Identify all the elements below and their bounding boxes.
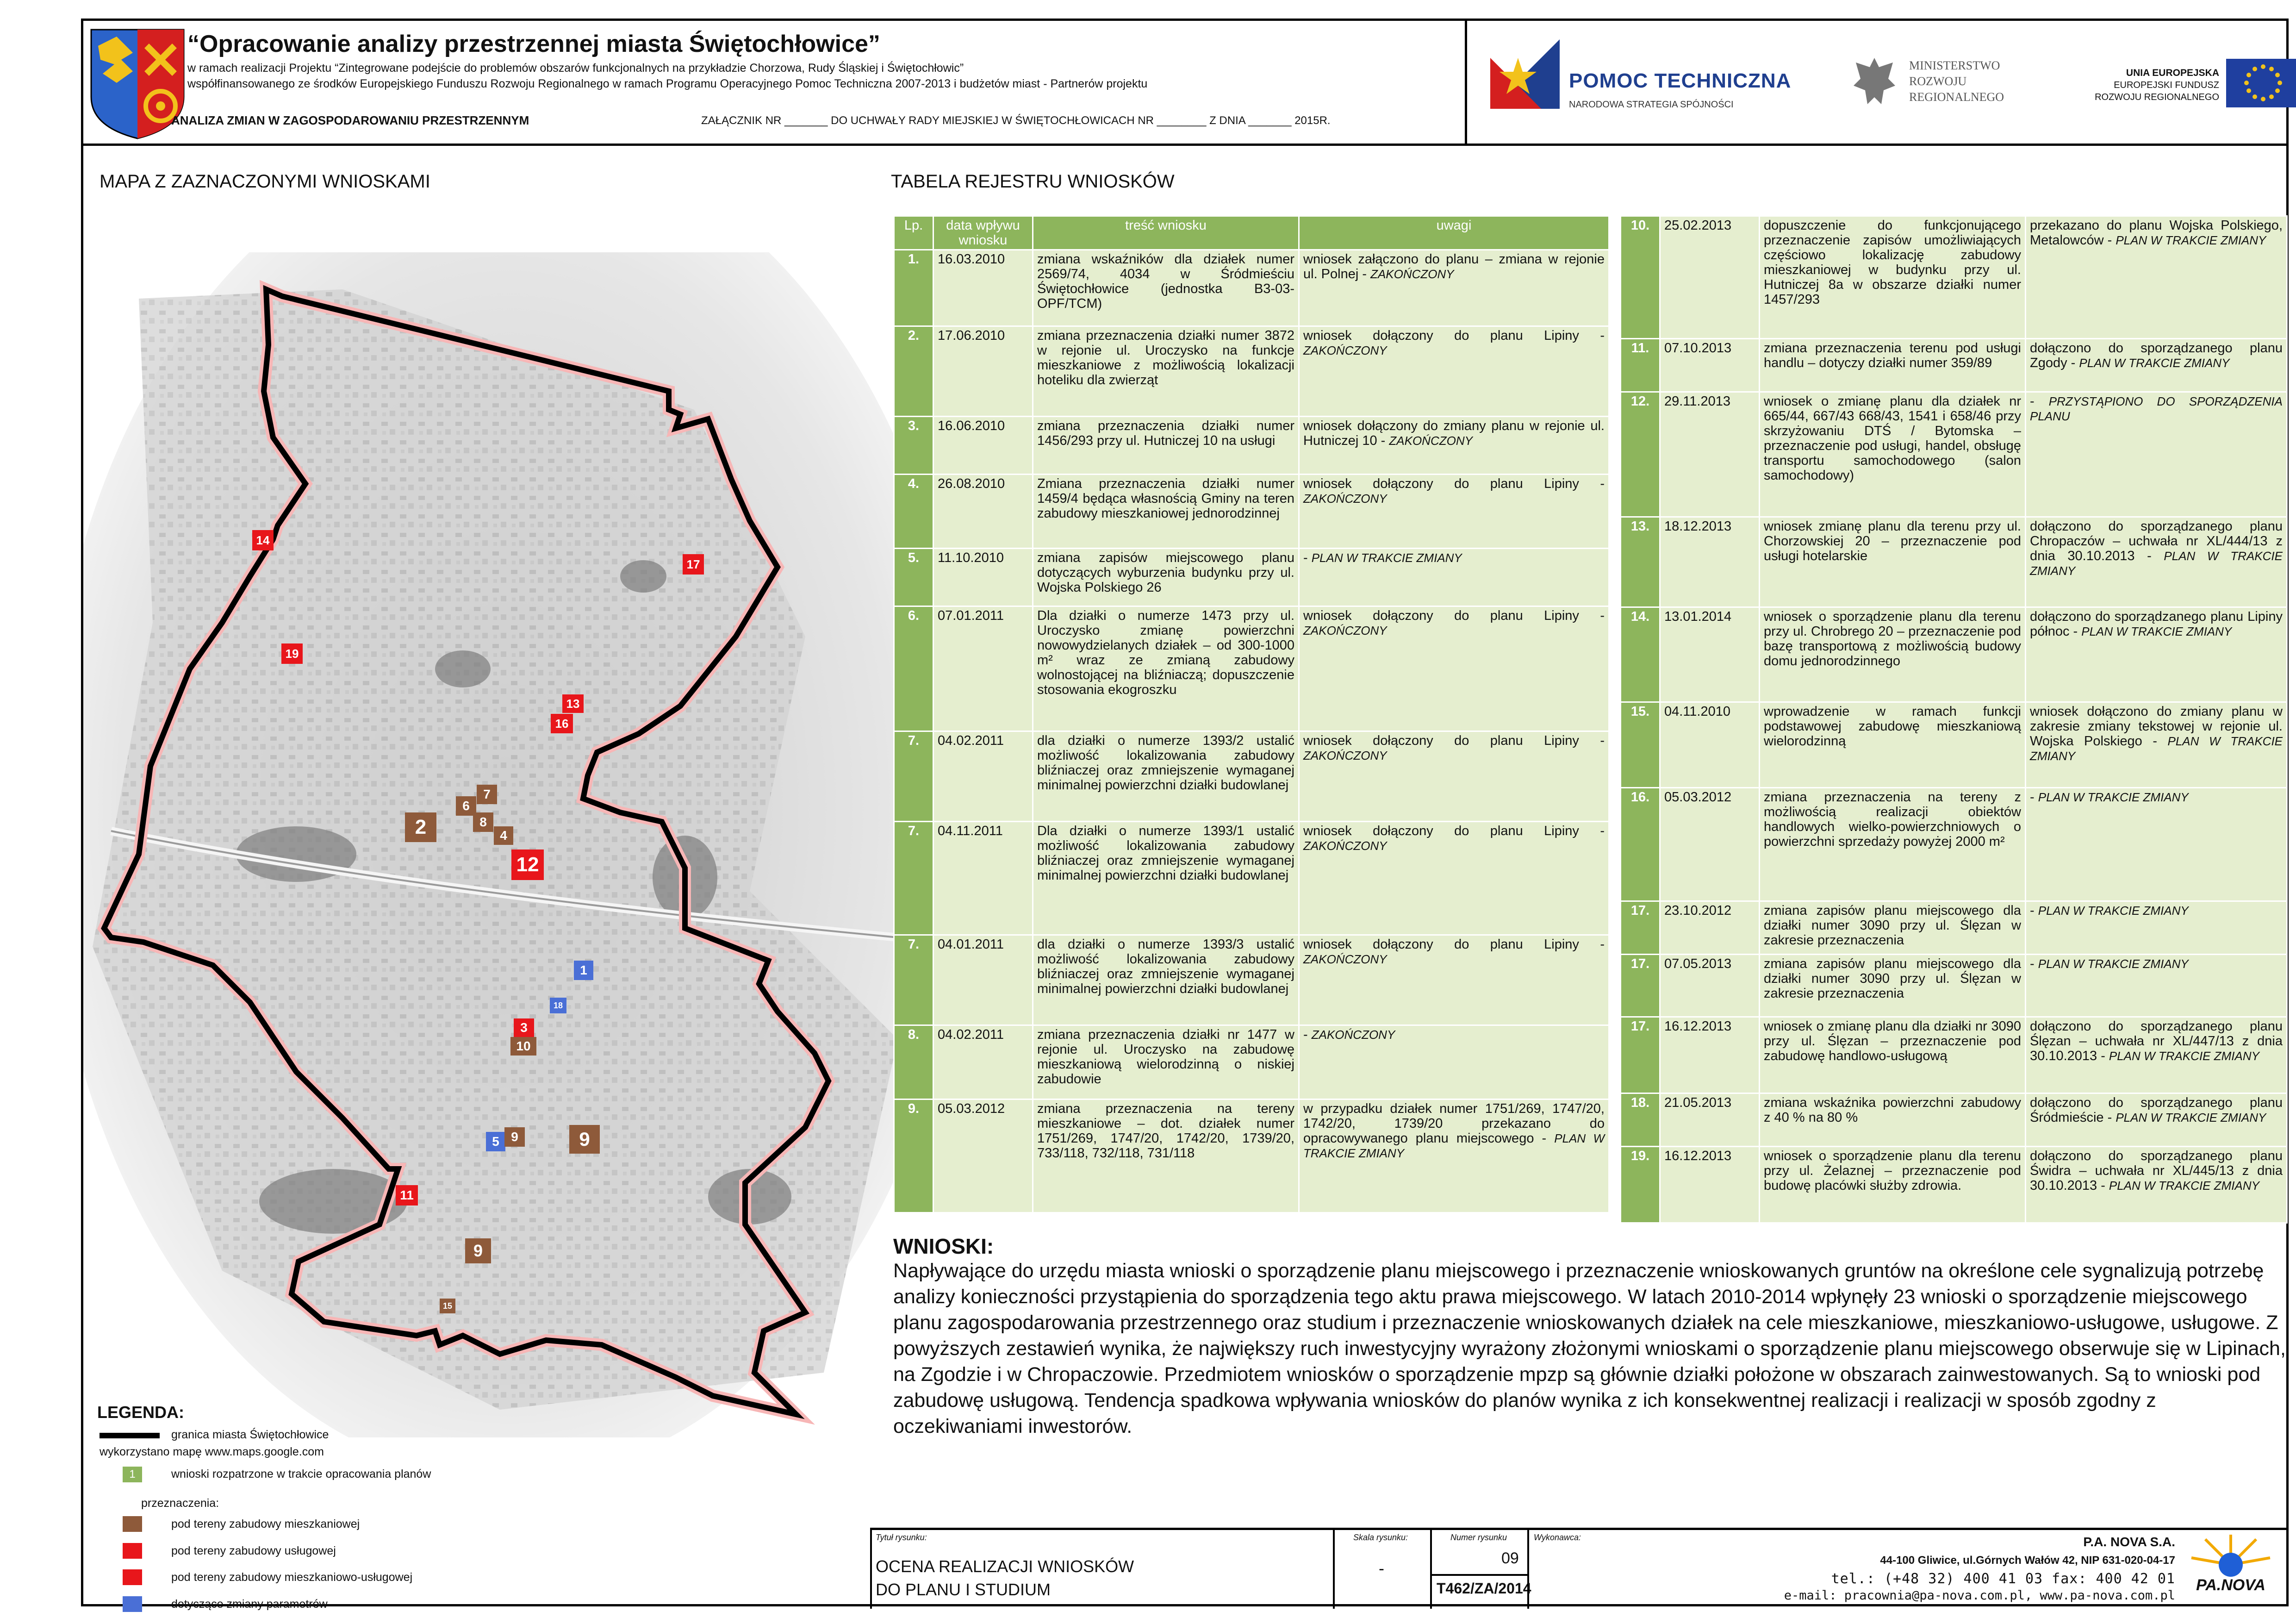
row-date: 07.05.2013 (1660, 955, 1760, 1017)
drawing-sheet (81, 19, 2289, 1611)
map-base (83, 252, 935, 1437)
table-row (1621, 216, 2287, 339)
row-date: 07.01.2011 (933, 606, 1033, 731)
row-note-text: wniosek dołączony do zmiany planu w rejonie ul. Hutniczej 10 - (1303, 418, 1605, 448)
stamp-number-cell (1430, 1530, 1531, 1609)
legend-boundary-line (100, 1433, 160, 1438)
row-lp: 6. (894, 606, 933, 731)
row-status: ZAKOŃCZONY (1303, 952, 1387, 966)
legend-examined-label: wnioski rozpatrzone w trakcie opracowania planów (171, 1468, 431, 1480)
row-status: PLAN W TRAKCIE ZMIANY (2116, 1111, 2266, 1124)
polish-eagle-icon (1851, 53, 1898, 109)
row-content: zmiana przeznaczenia działki numer 3872 w rejonie ul. Uroczysko na funkcje mieszkaniowe z możliwością lokalizacji hoteliku dla zwierząt (1033, 326, 1299, 417)
row-note (2026, 339, 2287, 392)
row-note-text: - (2030, 790, 2035, 805)
title-block (870, 1528, 2289, 1606)
register-table-right (1620, 215, 2288, 1224)
row-lp: 12. (1621, 392, 1660, 517)
stamp-code: T462/ZA/2014 (1437, 1580, 1531, 1597)
legend-boundary-label: granica miasta Świętochłowice (171, 1428, 329, 1441)
row-note (2026, 607, 2287, 702)
row-note (1299, 935, 1609, 1025)
map-marker[interactable]: 16 (551, 714, 573, 733)
header-divider (1465, 21, 1467, 144)
row-note-text: wniosek dołączony do planu Lipiny - (1303, 824, 1605, 838)
register-table-left (893, 215, 1610, 1213)
row-note (1299, 549, 1609, 606)
row-lp: 17. (1621, 901, 1660, 955)
table-row (894, 935, 1609, 1025)
row-note (2026, 955, 2287, 1017)
table-row (894, 549, 1609, 606)
map-marker[interactable]: 6 (456, 796, 476, 816)
pomoc-techniczna-logo-icon (1490, 39, 1560, 109)
row-date: 29.11.2013 (1660, 392, 1760, 517)
row-status: ZAKOŃCZONY (1311, 1028, 1395, 1042)
legend-service-box (123, 1543, 142, 1559)
row-lp: 16. (1621, 788, 1660, 901)
table-row (1621, 1017, 2287, 1093)
row-date: 16.12.2013 (1660, 1147, 1760, 1223)
map-marker[interactable]: 1 (574, 961, 593, 980)
annex-line: ZAŁĄCZNIK NR _______ DO UCHWAŁY RADY MIEJSKIEJ W ŚWIĘTOCHŁOWICACH NR ________ Z DNIA _______ 2015R. (701, 114, 1331, 127)
row-status: PLAN W TRAKCIE ZMIANY (2081, 625, 2232, 638)
row-content: wniosek o sporządzenie planu dla terenu przy ul. Żelaznej – przeznaczenie pod budowę placówki służby zdrowia. (1760, 1147, 2026, 1223)
row-note (2026, 216, 2287, 339)
row-date: 25.02.2013 (1660, 216, 1760, 339)
row-lp: 8. (894, 1025, 933, 1099)
row-lp: 10. (1621, 216, 1660, 339)
table-header-row (894, 216, 1609, 250)
legend-params-label: dotyczące zmiany parametrów (171, 1598, 328, 1611)
stamp-scale-label: Skala rysunku: (1353, 1533, 1408, 1542)
row-note-text: wniosek załączono do planu – zmiana w rejonie ul. Polnej - (1303, 252, 1605, 281)
table-row (1621, 788, 2287, 901)
map-marker[interactable]: 8 (473, 812, 493, 832)
row-content: zmiana wskaźnika powierzchni zabudowy z 40 % na 80 % (1760, 1093, 2026, 1147)
row-status: PLAN W TRAKCIE ZMIANY (2109, 1049, 2259, 1063)
row-note-text: - (1303, 1027, 1308, 1042)
row-status: PRZYSTĄPIONO DO SPORZĄDZENIA PLANU (2030, 394, 2283, 423)
row-note (1299, 417, 1609, 475)
row-date: 16.03.2010 (933, 250, 1033, 326)
row-date: 04.11.2011 (933, 822, 1033, 935)
legend-params-box (123, 1596, 142, 1612)
row-content: dla działki o numerze 1393/3 ustalić możliwość lokalizowania zabudowy bliźniaczej oraz zmniejszenie wymaganej minimalnej powierzchni działki budowlanej (1033, 935, 1299, 1025)
ministry-text: MINISTERSTWO ROZWOJU REGIONALNEGO (1909, 59, 2004, 104)
row-status: PLAN W TRAKCIE ZMIANY (2079, 356, 2230, 370)
map-marker[interactable]: 17 (683, 554, 704, 575)
legend-residential-box (123, 1516, 142, 1532)
row-lp: 11. (1621, 339, 1660, 392)
row-content: zmiana zapisów planu miejscowego dla działki numer 3090 przy ul. Ślęzan w zakresie przeznaczenia (1760, 955, 2026, 1017)
row-note-text: dołączono do sporządzanego planu Świdra – uchwała nr XL/445/13 z dnia 30.10.2013 - (2030, 1149, 2283, 1193)
table-row (1621, 1147, 2287, 1223)
row-note-text: wniosek dołączony do planu Lipiny - (1303, 328, 1605, 343)
row-note (2026, 392, 2287, 517)
map-marker[interactable]: 5 (486, 1132, 505, 1151)
row-status: ZAKOŃCZONY (1303, 624, 1387, 637)
row-date: 05.03.2012 (933, 1099, 1033, 1213)
row-note-text: - (2030, 903, 2035, 918)
stamp-email: e-mail: pracownia@pa-nova.com.pl, www.pa-nova.com.pl (1784, 1588, 2175, 1603)
stamp-address: 44-100 Gliwice, ul.Górnych Wałów 42, NIP 631-020-04-17 (1880, 1554, 2175, 1567)
row-note-text: wniosek dołączony do planu Lipiny - (1303, 937, 1605, 952)
row-content: Dla działki o numerze 1473 przy ul. Uroczysko zmianę powierzchni nowowydzielanych działek – od 300-1000 m² wraz ze zmianą zabudowy wolnostojącej na bliźniaczą; dopuszczenie stosowania ekogroszku (1033, 606, 1299, 731)
row-content: zmiana zapisów planu miejscowego dla działki numer 3090 przy ul. Ślęzan w zakresie przeznaczenia (1760, 901, 2026, 955)
row-lp: 17. (1621, 1017, 1660, 1093)
row-date: 13.01.2014 (1660, 607, 1760, 702)
row-content: wniosek o zmianę planu dla działek nr 665/44, 667/43 668/43, 1541 i 658/46 przy skrzyżowaniu DTŚ / Bytomska – przeznaczenie pod usługi, handel, obsługę transportu samochodowego (salon samochodowy) (1760, 392, 2026, 517)
map-marker[interactable]: 10 (510, 1037, 536, 1056)
row-content: zmiana przeznaczenia terenu pod usługi handlu – dotyczy działki numer 359/89 (1760, 339, 2026, 392)
row-status: ZAKOŃCZONY (1303, 839, 1387, 853)
table-row (894, 606, 1609, 731)
legend-mixed-box (123, 1569, 142, 1585)
eu-text: UNIA EUROPEJSKA EUROPEJSKI FUNDUSZ ROZWOJU REGIONALNEGO (2095, 68, 2219, 102)
stamp-title-line-1: OCENA REALIZACJI WNIOSKÓW (876, 1557, 1134, 1576)
stamp-number-value: 09 (1501, 1549, 1519, 1567)
row-note (2026, 788, 2287, 901)
row-content: zmiana zapisów miejscowego planu dotyczących wyburzenia budynku przy ul. Wojska Polskiego 26 (1033, 549, 1299, 606)
header-lp: Lp. (894, 216, 933, 250)
row-note-text: w przypadku działek numer 1751/269, 1747/20, 1742/20, 1739/20 przekazano do opracowywanego planu miejscowego - (1303, 1101, 1605, 1146)
row-status: PLAN W TRAKCIE ZMIANY (1303, 1131, 1605, 1160)
row-note-text: wniosek dołączony do planu Lipiny - (1303, 608, 1605, 623)
row-note (1299, 475, 1609, 549)
row-note-text: - (2030, 956, 2035, 971)
row-date: 26.08.2010 (933, 475, 1033, 549)
map-marker[interactable]: 9 (465, 1238, 491, 1263)
row-date: 04.11.2010 (1660, 702, 1760, 788)
row-date: 11.10.2010 (933, 549, 1033, 606)
row-content: zmiana przeznaczenia na tereny z możliwością realizacji obiektów handlowych wielko-powierzchniowych o powierzchni sprzedaży powyżej 2000 m² (1760, 788, 2026, 901)
row-lp: 18. (1621, 1093, 1660, 1147)
row-note (2026, 517, 2287, 607)
row-date: 17.06.2010 (933, 326, 1033, 417)
row-date: 04.02.2011 (933, 1025, 1033, 1099)
row-note (1299, 1025, 1609, 1099)
row-content: dla działki o numerze 1393/2 ustalić możliwość lokalizowania zabudowy bliźniaczej oraz zmniejszenie wymaganej minimalnej powierzchni działki budowlanej (1033, 731, 1299, 822)
row-note (1299, 1099, 1609, 1213)
row-lp: 5. (894, 549, 933, 606)
stamp-title-label: Tytuł rysunku: (876, 1533, 927, 1542)
map-marker[interactable]: 18 (550, 998, 566, 1013)
table-row (894, 1099, 1609, 1213)
row-note (1299, 250, 1609, 326)
pt-subtitle: NARODOWA STRATEGIA SPÓJNOŚCI (1569, 100, 1734, 110)
map-marker[interactable]: 14 (252, 530, 274, 550)
map-title: MAPA Z ZAZNACZONYMI WNIOSKAMI (100, 171, 430, 192)
stamp-title-cell (870, 1530, 1333, 1609)
row-date: 18.12.2013 (1660, 517, 1760, 607)
stamp-contractor-cell (1527, 1530, 2286, 1609)
row-note-text: wniosek dołączono do zmiany planu w zakresie zmiany tekstowej w rejonie ul. Wojska Polskiego - (2030, 704, 2283, 749)
row-note (2026, 702, 2287, 788)
row-lp: 7. (894, 731, 933, 822)
row-note (1299, 731, 1609, 822)
table-row (894, 326, 1609, 417)
row-content: zmiana przeznaczenia działki nr 1477 w rejonie ul. Uroczysko na zabudowę mieszkaniową wielorodzinną o niskiej zabudowie (1033, 1025, 1299, 1099)
row-date: 05.03.2012 (1660, 788, 1760, 901)
row-status: PLAN W TRAKCIE ZMIANY (2038, 904, 2189, 918)
eu-flag-icon (2226, 59, 2296, 107)
row-note (1299, 326, 1609, 417)
row-lp: 2. (894, 326, 933, 417)
row-lp: 4. (894, 475, 933, 549)
row-content: dopuszczenie do funkcjonującego przeznaczenie zapisów umożliwiających częściowo lokalizację zabudowy mieszkaniowej w budynku przy ul. Hutniczej 8a w obszarze działki numer 1457/293 (1760, 216, 2026, 339)
row-note (2026, 1017, 2287, 1093)
row-status: ZAKOŃCZONY (1303, 492, 1387, 506)
row-note-text: dołączono do sporządzanego planu Śródmieście - (2030, 1095, 2283, 1125)
row-date: 21.05.2013 (1660, 1093, 1760, 1147)
pt-title: POMOC TECHNICZNA (1569, 69, 1792, 92)
map-marker[interactable]: 12 (511, 849, 544, 880)
conclusions-title: WNIOSKI: (893, 1234, 994, 1258)
table-row (1621, 901, 2287, 955)
table-row (894, 731, 1609, 822)
row-status: PLAN W TRAKCIE ZMIANY (2109, 1179, 2259, 1193)
map-marker[interactable]: 19 (281, 643, 303, 664)
row-note (2026, 1093, 2287, 1147)
row-content: zmiana wskaźników dla działek numer 2569/74, 4034 w Śródmieściu Świętochłowice (jednostka B3-03-OPF/TCM) (1033, 250, 1299, 326)
legend-service-label: pod tereny zabudowy usługowej (171, 1544, 336, 1557)
map-marker[interactable]: 7 (477, 785, 497, 804)
table-row (1621, 607, 2287, 702)
row-content: zmiana przeznaczenia działki numer 1456/293 przy ul. Hutniczej 10 na usługi (1033, 417, 1299, 475)
table-row (894, 822, 1609, 935)
row-lp: 1. (894, 250, 933, 326)
row-status: ZAKOŃCZONY (1303, 749, 1387, 762)
row-note (1299, 822, 1609, 935)
map-marker[interactable]: 2 (405, 812, 436, 842)
row-content: Dla działki o numerze 1393/1 ustalić możliwość lokalizowania zabudowy bliźniaczej oraz zmniejszenie wymaganej minimalnej powierzchni działki budowlanej (1033, 822, 1299, 935)
row-content: wniosek o sporządzenie planu dla terenu przy ul. Chrobrego 20 – przeznaczenie pod bazę transportową z możliwością budowy domu jednorodzinnego (1760, 607, 2026, 702)
table-row (894, 1025, 1609, 1099)
legend (97, 1403, 838, 1611)
row-note-text: wniosek dołączony do planu Lipiny - (1303, 476, 1605, 491)
row-note-text: - (2030, 394, 2035, 409)
conclusions-text: Napływające do urzędu miasta wnioski o sporządzenie planu miejscowego i przeznaczenie wnioskowanych gruntów na określone cele sygnalizują potrzebę analizy konieczności przystąpienia do sporządzenia tego aktu prawa miejscowego. W latach 2010-2014 wpłynęły 23 wnioski o sporządzenie miejscowego planu zagospodarowania przestrzennego oraz studium i przeznaczenie wnioskowanych działek na cele mieszkaniowe, mieszkaniowo-usługowe, usługowe. Z powyższych zestawień wynika, że największy ruch inwestycyjny wyrażony złożonymi wnioskami o sporządzenie planu miejscowego obserwuje się w Lipinach, na Zgodzie i w Chropaczowie. Przedmiotem wniosków o sporządzenie mpzp są głównie działki położone w obszarach zainwestowanych. Są to wnioski pod zabudowę usługową. Tendencja spadkowa wpływania wniosków do planów wynika z ich konsekwentnej realizacji i realizacji w sposób zgodny z oczekiwaniami inwestorów. (893, 1260, 2286, 1437)
stamp-scale-value: - (1379, 1559, 1384, 1578)
row-date: 04.02.2011 (933, 731, 1033, 822)
title-header (83, 21, 2286, 146)
header-content: treść wniosku (1033, 216, 1299, 250)
row-lp: 13. (1621, 517, 1660, 607)
row-content: Zmiana przeznaczenia działki numer 1459/4 będąca własnością Gminy na teren zabudowy mieszkaniowej jednorodzinnej (1033, 475, 1299, 549)
table-row (894, 417, 1609, 475)
row-lp: 17. (1621, 955, 1660, 1017)
row-date: 23.10.2012 (1660, 901, 1760, 955)
row-status: PLAN W TRAKCIE ZMIANY (2030, 549, 2283, 578)
map-marker[interactable]: 9 (504, 1127, 525, 1147)
pa-nova-logo (2178, 1532, 2284, 1597)
stamp-number-label: Numer rysunku (1450, 1533, 1507, 1542)
legend-examined-box: 1 (123, 1467, 142, 1482)
stamp-phone: tel.: (+48 32) 400 41 03 fax: 400 42 01 (1831, 1571, 2175, 1587)
row-content: zmiana przeznaczenia na tereny mieszkaniowe – dot. działek numer 1751/269, 1747/20, 1742/20, 1739/20, 733/118, 732/118, 731/118 (1033, 1099, 1299, 1213)
legend-residential-label: pod tereny zabudowy mieszkaniowej (171, 1518, 360, 1530)
project-title: “Opracowanie analizy przestrzennej miasta Świętochłowice” (187, 31, 880, 57)
table-row (1621, 1093, 2287, 1147)
row-lp: 14. (1621, 607, 1660, 702)
row-date: 04.01.2011 (933, 935, 1033, 1025)
row-lp: 7. (894, 935, 933, 1025)
pa-nova-logo-text: PA.NOVA (2196, 1576, 2265, 1594)
legend-title: LEGENDA: (97, 1403, 184, 1422)
row-note-text: - (1303, 550, 1308, 565)
row-date: 07.10.2013 (1660, 339, 1760, 392)
table-row (1621, 955, 2287, 1017)
row-status: PLAN W TRAKCIE ZMIANY (1311, 551, 1462, 565)
map-marker[interactable]: 4 (494, 826, 513, 845)
row-note (1299, 606, 1609, 731)
row-note-text: dołączono do sporządzanego planu Zgody - (2030, 341, 2283, 370)
analysis-title: ANALIZA ZMIAN W ZAGOSPODAROWANIU PRZESTRZENNYM (171, 113, 529, 127)
row-lp: 19. (1621, 1147, 1660, 1223)
row-status: ZAKOŃCZONY (1389, 434, 1473, 448)
stamp-scale-cell (1333, 1530, 1430, 1609)
row-status: PLAN W TRAKCIE ZMIANY (2038, 790, 2189, 804)
legend-source: wykorzystano mapę www.maps.google.com (100, 1445, 324, 1458)
row-note-text: dołączono do sporządzanego planu Ślęzan – uchwała nr XL/447/13 z dnia 30.10.2013 - (2030, 1019, 2283, 1063)
table-row (1621, 517, 2287, 607)
row-note-text: dołączono do sporządzanego planu Lipiny północ - (2030, 609, 2283, 639)
row-note-text: wniosek dołączony do planu Lipiny - (1303, 733, 1605, 748)
row-lp: 9. (894, 1099, 933, 1213)
table-row (894, 250, 1609, 326)
row-lp: 15. (1621, 702, 1660, 788)
row-status: PLAN W TRAKCIE ZMIANY (2030, 734, 2283, 763)
table-title: TABELA REJESTRU WNIOSKÓW (891, 171, 1175, 192)
project-subtitle-1: w ramach realizacji Projektu “Zintegrowane podejście do problemów obszarów funkcjonalnych na przykładzie Chorzowa, Rudy Śląskiej i Świętochłowic” (187, 62, 964, 75)
row-note (2026, 1147, 2287, 1223)
row-content: wprowadzenie w ramach funkcji podstawowej zabudowę mieszkaniową wielorodzinną (1760, 702, 2026, 788)
row-status: PLAN W TRAKCIE ZMIANY (2116, 233, 2266, 247)
table-row (1621, 702, 2287, 788)
header-date: data wpływu wniosku (933, 216, 1033, 250)
map-marker[interactable]: 9 (569, 1125, 600, 1154)
row-date: 16.06.2010 (933, 417, 1033, 475)
city-map (83, 252, 935, 1437)
row-lp: 3. (894, 417, 933, 475)
table-row (1621, 392, 2287, 517)
row-date: 16.12.2013 (1660, 1017, 1760, 1093)
stamp-title-line-2: DO PLANU I STUDIUM (876, 1580, 1051, 1599)
row-content: wniosek o zmianę planu dla działki nr 3090 przy ul. Ślęzan – przeznaczenie pod zabudowę handlowo-usługową (1760, 1017, 2026, 1093)
row-status: ZAKOŃCZONY (1303, 344, 1387, 357)
row-status: PLAN W TRAKCIE ZMIANY (2038, 957, 2189, 971)
table-row (894, 475, 1609, 549)
table-row (1621, 339, 2287, 392)
row-note-text: przekazano do planu Wojska Polskiego, Metalowców - (2030, 218, 2283, 248)
stamp-contractor-label: Wykonawca: (1534, 1533, 1581, 1542)
row-note-text: dołączono do sporządzanego planu Chropaczów – uchwała nr XL/444/13 z dnia 30.10.2013 - (2030, 519, 2283, 563)
legend-mixed-label: pod tereny zabudowy mieszkaniowo-usługowej (171, 1571, 413, 1584)
map-marker[interactable]: 15 (440, 1299, 455, 1313)
stamp-company: P.A. NOVA S.A. (2083, 1535, 2175, 1549)
row-content: wniosek zmianę planu dla terenu przy ul. Chorzowskiej 20 – przeznaczenie pod usługi hotelarskie (1760, 517, 2026, 607)
project-subtitle-2: współfinansowanego ze środków Europejskiego Funduszu Rozwoju Regionalnego w ramach Programu Operacyjnego Pomoc Techniczna 2007-2013 i budżetów miast - Partnerów projektu (187, 77, 1148, 90)
map-marker[interactable]: 13 (562, 694, 584, 713)
map-marker[interactable]: 11 (396, 1185, 418, 1206)
legend-purposes-label: przeznaczenia: (141, 1497, 219, 1510)
row-lp: 7. (894, 822, 933, 935)
header-notes: uwagi (1299, 216, 1609, 250)
map-marker[interactable]: 3 (514, 1018, 534, 1037)
row-note (2026, 901, 2287, 955)
row-status: ZAKOŃCZONY (1370, 267, 1454, 281)
